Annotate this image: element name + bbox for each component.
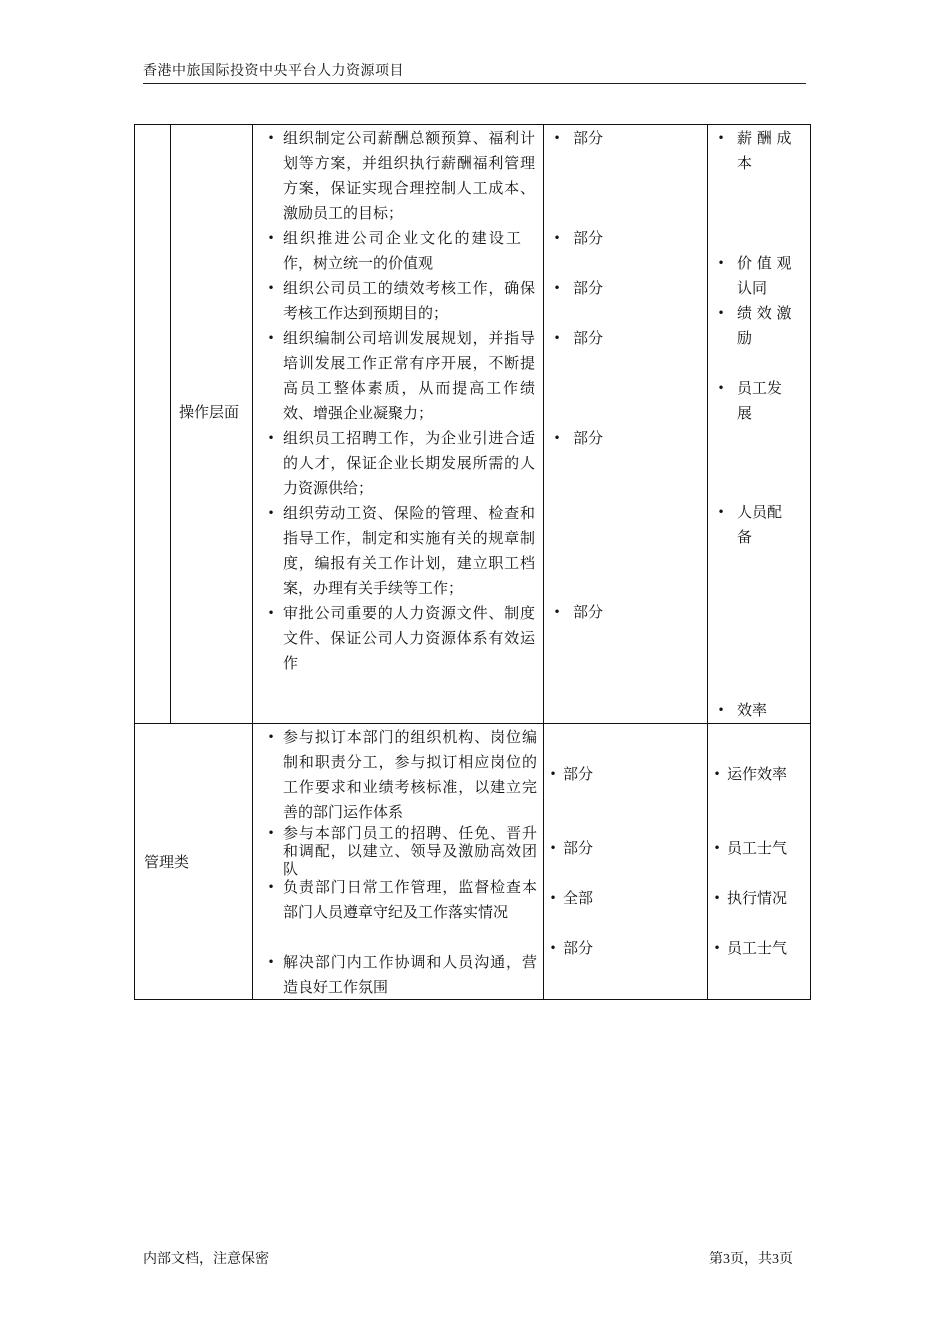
category-operation: 操作层面: [179, 403, 240, 421]
footer-page-number: [709, 1248, 793, 1268]
bullet-icon: •: [267, 331, 275, 345]
scope-item: • 部分: [551, 326, 701, 351]
duty-item: • 组织制定公司薪酬总额预算、福利计划等方案，并组织执行薪酬福利管理方案，保证实现合理控制人工成本、激励员工的目标；: [265, 126, 535, 226]
page-suffix: 页: [779, 1251, 793, 1267]
duty-item: • 审批公司重要的人力资源文件、制度文件、保证公司人力资源体系有效运作: [265, 601, 535, 676]
document-header-title: 香港中旅国际投资中央平台人力资源项目: [143, 63, 404, 79]
indicator-item: • 效率: [715, 698, 805, 723]
bullet-icon: •: [267, 506, 275, 520]
duty-item: • 组织劳动工资、保险的管理、检查和指导工作，制定和实施有关的规章制度，编报有关工作计划，建立职工档案，办理有关手续等工作；: [265, 501, 535, 601]
bullet-icon: •: [717, 131, 725, 145]
scope-item: • 部分: [551, 226, 701, 251]
bullet-icon: •: [267, 955, 275, 969]
bullet-icon: •: [717, 703, 725, 717]
bullet-icon: •: [267, 281, 275, 295]
scope-item: • 部分: [551, 426, 701, 451]
indicator-item: • 员工士气: [711, 936, 807, 961]
bullet-icon: •: [717, 306, 725, 320]
indicator-item: • 薪 酬 成本: [715, 126, 805, 176]
scope-item: • 部分: [551, 276, 701, 301]
bullet-icon: •: [267, 730, 275, 744]
duty-item: • 组织推进公司企业文化的建设工作，树立统一的价值观: [265, 226, 535, 276]
bullet-icon: •: [267, 606, 275, 620]
bullet-icon: •: [549, 841, 557, 855]
indicator-item: • 人员配备: [715, 500, 805, 550]
duty-item: • 组织员工招聘工作，为企业引进合适的人才，保证企业长期发展所需的人力资源供给；: [265, 426, 535, 501]
bullet-icon: •: [267, 431, 275, 445]
category-management: 管理类: [144, 853, 190, 871]
bullet-icon: •: [267, 131, 275, 145]
table-col-divider-duties: [252, 125, 253, 1000]
indicator-item: • 运作效率: [711, 762, 807, 787]
table-col-divider-indicator: [707, 125, 708, 1000]
bullet-icon: •: [553, 281, 561, 295]
duty-item: • 负责部门日常工作管理，监督检查本部门人员遵章守纪及工作落实情况: [265, 875, 537, 925]
bullet-icon: •: [549, 941, 557, 955]
indicator-item: • 员工发展: [715, 376, 805, 426]
duty-item: • 参与拟订本部门的组织机构、岗位编制和职责分工，参与拟订相应岗位的工作要求和业绩考核标准，以建立完善的部门运作体系: [265, 725, 537, 825]
bullet-icon: •: [267, 880, 275, 894]
responsibility-table: [134, 124, 811, 1000]
bullet-icon: •: [717, 505, 725, 519]
bullet-icon: •: [549, 891, 557, 905]
indicator-item: • 员工士气: [711, 836, 807, 861]
indicator-item: • 价 值 观认同: [715, 251, 805, 301]
bullet-icon: •: [553, 331, 561, 345]
page-prefix: 第: [709, 1251, 723, 1267]
scope-item: • 部分: [547, 836, 697, 861]
bullet-icon: •: [267, 826, 275, 840]
bullet-icon: •: [549, 767, 557, 781]
scope-item: • 部分: [547, 762, 697, 787]
bullet-icon: •: [267, 231, 275, 245]
page-total: 3: [772, 1252, 779, 1267]
bullet-icon: •: [713, 941, 721, 955]
header-divider: [143, 83, 806, 84]
bullet-icon: •: [713, 891, 721, 905]
duty-item: • 组织编制公司培训发展规划，并指导培训发展工作正常有序开展，不断提高员工整体素质，从而提高工作绩效、增强企业凝聚力；: [265, 326, 535, 426]
bullet-icon: •: [713, 767, 721, 781]
scope-item: • 部分: [551, 600, 701, 625]
bullet-icon: •: [717, 256, 725, 270]
bullet-icon: •: [713, 841, 721, 855]
bullet-icon: •: [553, 605, 561, 619]
table-col-divider-scope: [543, 125, 544, 1000]
bullet-icon: •: [717, 381, 725, 395]
bullet-icon: •: [553, 231, 561, 245]
page-current: 3: [723, 1252, 730, 1267]
table-col-divider-left: [170, 125, 171, 723]
footer-confidential-note: 内部文档，注意保密: [143, 1251, 269, 1267]
bullet-icon: •: [553, 131, 561, 145]
scope-item: • 部分: [547, 936, 697, 961]
duty-item: • 解决部门内工作协调和人员沟通，营造良好工作氛围: [265, 950, 537, 1000]
bullet-icon: •: [553, 431, 561, 445]
duty-item: • 组织公司员工的绩效考核工作，确保考核工作达到预期目的；: [265, 276, 535, 326]
indicator-item: • 绩 效 激励: [715, 301, 805, 351]
scope-item: • 全部: [547, 886, 697, 911]
table-row-divider: [135, 723, 810, 724]
page-mid: 页，共: [730, 1251, 772, 1267]
duty-item: • 参与本部门员工的招聘、任免、晋升和调配，以建立、领导及激励高效团队: [265, 824, 537, 878]
scope-item: • 部分: [551, 126, 701, 151]
indicator-item: • 执行情况: [711, 886, 807, 911]
